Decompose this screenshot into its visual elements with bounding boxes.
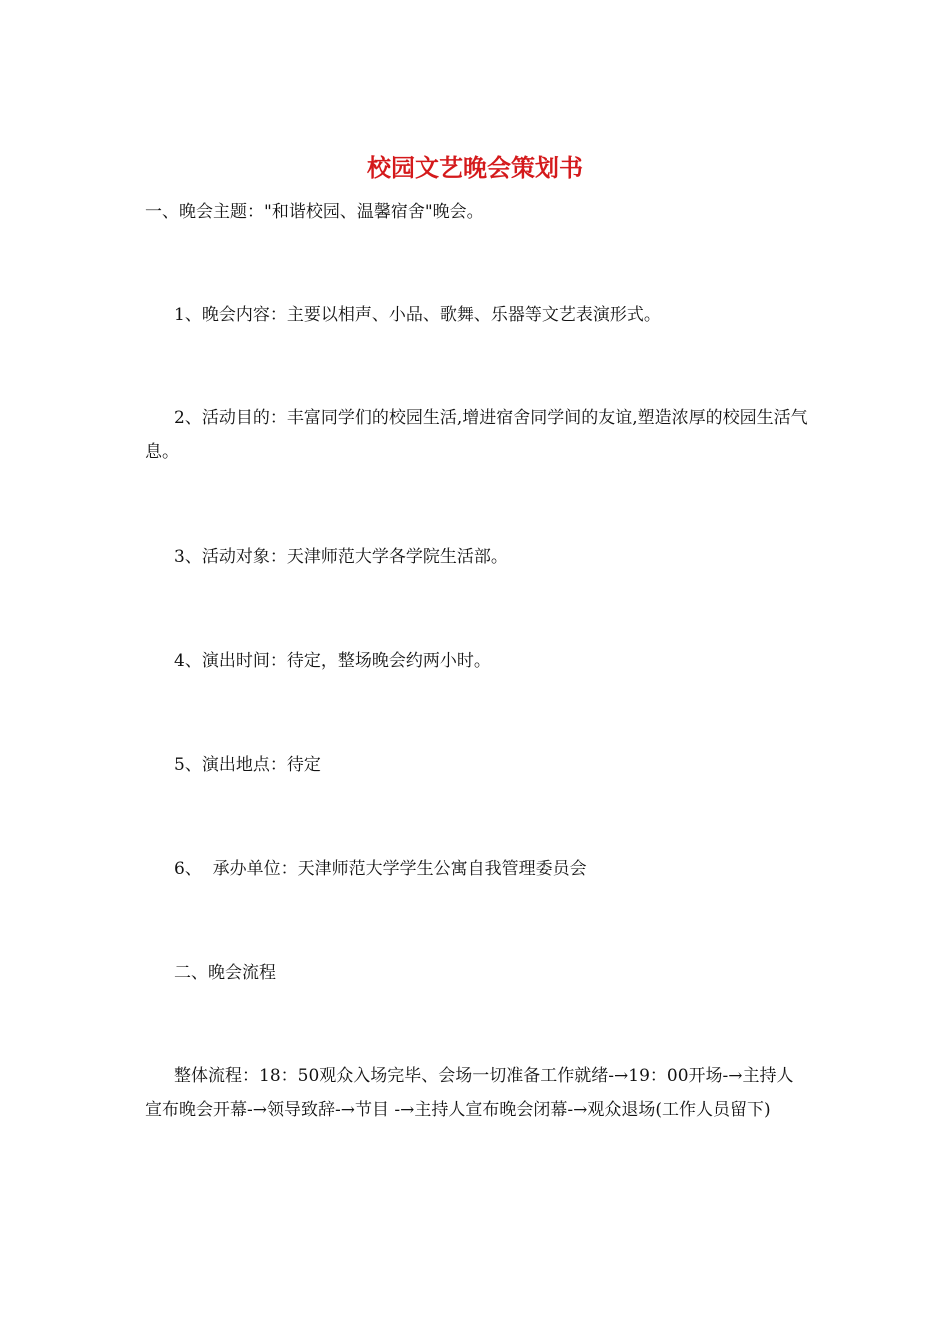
- document-title: 校园文艺晚会策划书: [367, 153, 583, 182]
- item-audience: 3、活动对象：天津师范大学各学院生活部。: [174, 547, 508, 567]
- item-content: 1、晚会内容：主要以相声、小品、歌舞、乐器等文艺表演形式。: [174, 305, 661, 325]
- item-organizer: 6、 承办单位：天津师范大学学生公寓自我管理委员会: [174, 859, 587, 879]
- item-venue: 5、演出地点：待定: [174, 755, 321, 775]
- section-theme: 一、晚会主题："和谐校园、温馨宿舍"晚会。: [145, 202, 484, 222]
- item-purpose: 2、活动目的：丰富同学们的校园生活,增进宿舍同学间的友谊,塑造浓厚的校园生活气息。: [145, 408, 808, 462]
- flow-description: 整体流程：18：50观众入场完毕、会场一切准备工作就绪-→19：00开场-→主持人宣布晚会开幕-→领导致辞-→节目 -→主持人宣布晚会闭幕-→观众退场(工作人员留下): [145, 1066, 794, 1120]
- item-time: 4、演出时间：待定，整场晚会约两小时。: [174, 651, 491, 671]
- section-flow: 二、晚会流程: [174, 963, 276, 983]
